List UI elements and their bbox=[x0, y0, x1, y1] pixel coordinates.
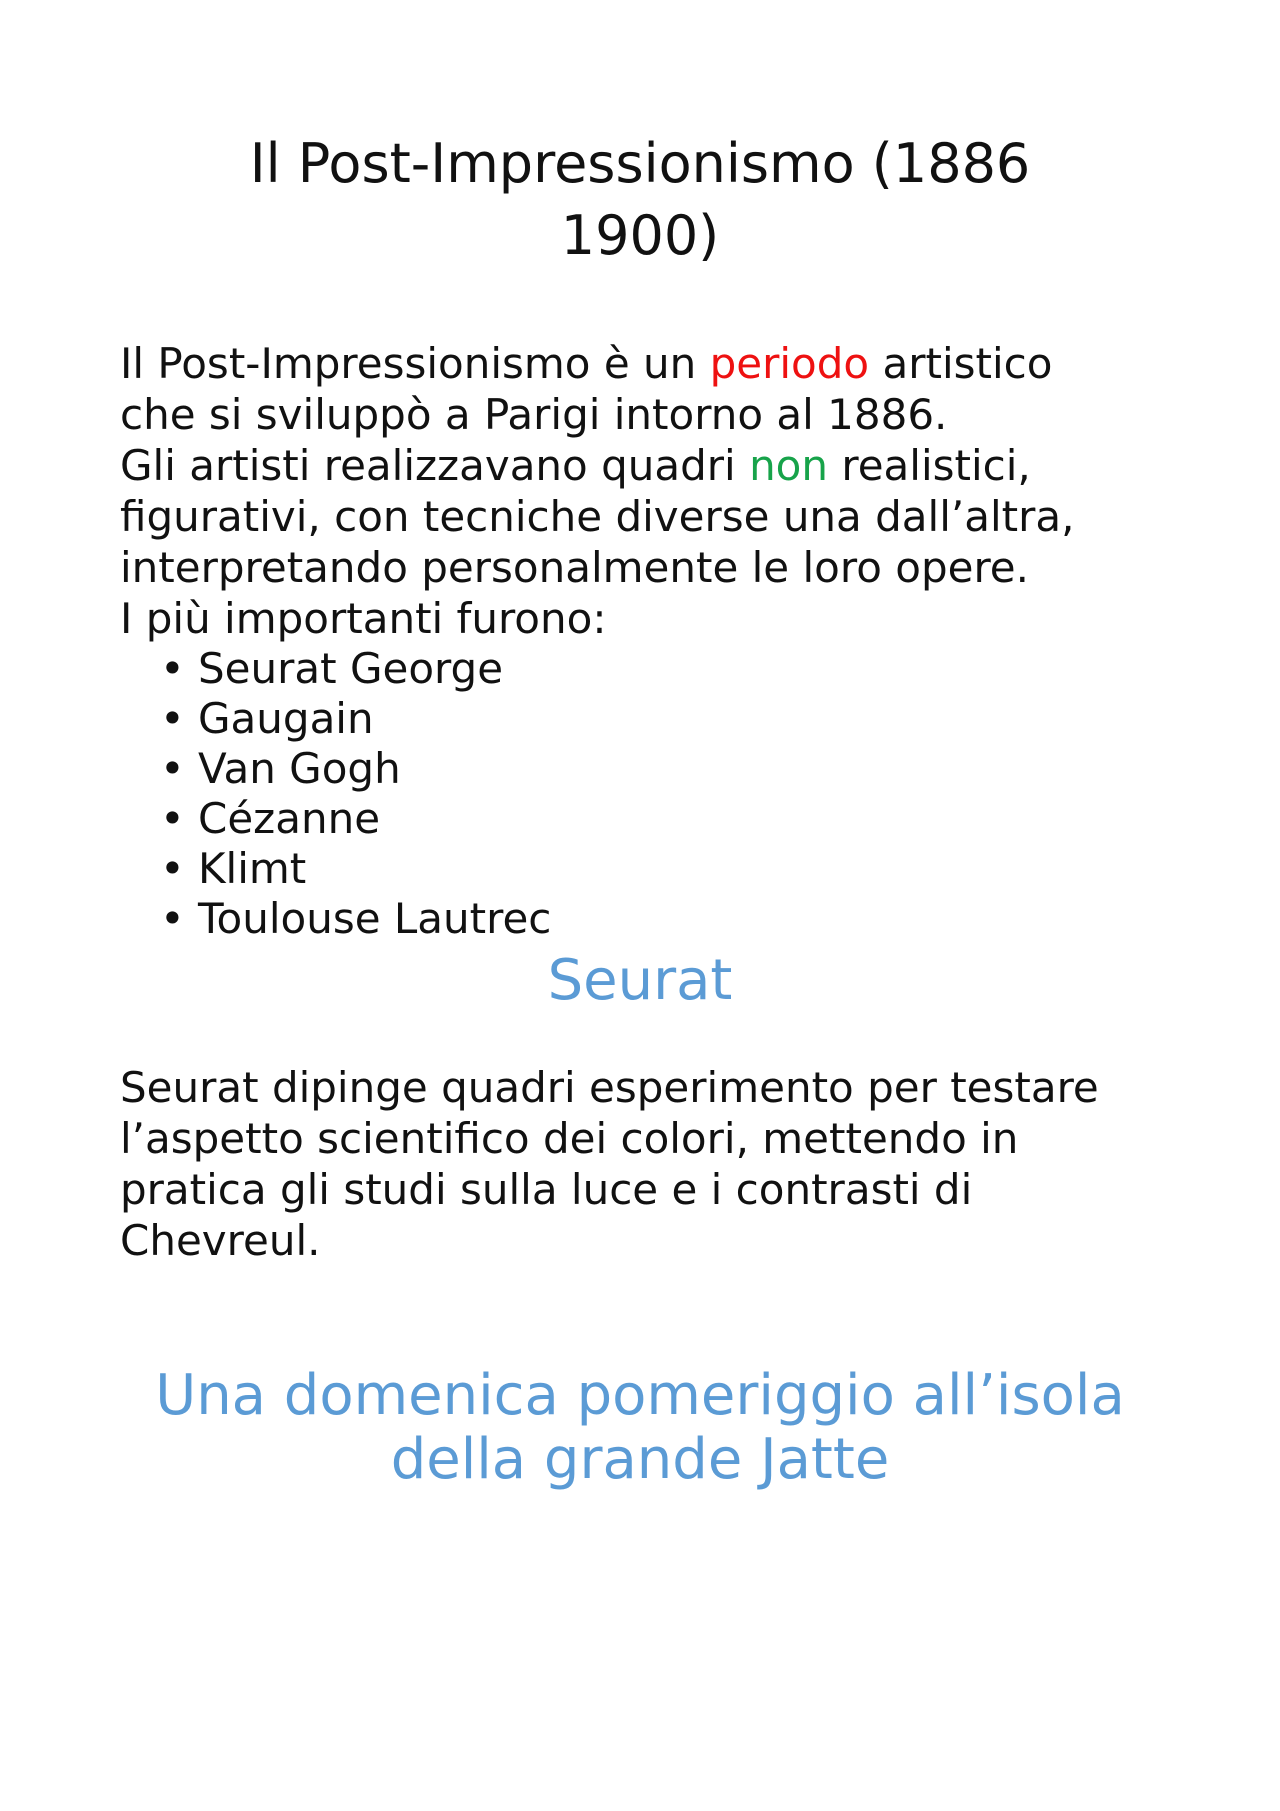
artist-name: Klimt bbox=[198, 844, 307, 893]
highlight-periodo: periodo bbox=[709, 339, 870, 388]
intro-paragraph bbox=[120, 338, 1180, 644]
list-item bbox=[120, 794, 551, 844]
intro-line-6: I più importanti furono: bbox=[120, 594, 607, 643]
bullet-icon: • bbox=[160, 794, 185, 843]
intro-line-1 bbox=[120, 338, 1180, 389]
seurat-line-1: Seurat dipinge quadri esperimento per testare bbox=[120, 1063, 1099, 1112]
title-line-2: 1900) bbox=[560, 204, 720, 267]
bullet-icon: • bbox=[160, 694, 185, 743]
intro-line-3-start: Gli artisti realizzavano quadri bbox=[120, 441, 750, 490]
list-item bbox=[120, 694, 551, 744]
list-item bbox=[120, 844, 551, 894]
intro-line-3-end: realistici, bbox=[828, 441, 1031, 490]
painting-heading-line-2: della grande Jatte bbox=[390, 1427, 890, 1492]
artist-name: Toulouse Lautrec bbox=[198, 894, 552, 943]
bullet-icon: • bbox=[160, 744, 185, 793]
intro-line-1-start: Il Post-Impressionismo è un bbox=[120, 339, 710, 388]
artist-name: Seurat George bbox=[198, 644, 504, 693]
intro-line-1-end: artistico bbox=[869, 339, 1053, 388]
artist-name: Cézanne bbox=[198, 794, 381, 843]
title-line-1: Il Post-Impressionismo (1886 bbox=[249, 132, 1031, 195]
seurat-line-2: l’aspetto scientifico dei colori, mettendo in bbox=[120, 1114, 1019, 1163]
seurat-heading: Seurat bbox=[547, 948, 733, 1013]
artists-list bbox=[120, 644, 551, 944]
list-item bbox=[120, 744, 551, 794]
artist-name: Van Gogh bbox=[198, 744, 401, 793]
bullet-icon: • bbox=[160, 644, 185, 693]
seurat-line-4: Chevreul. bbox=[120, 1216, 321, 1265]
painting-heading-line-1: Una domenica pomeriggio all’isola bbox=[155, 1363, 1125, 1428]
list-item bbox=[120, 894, 551, 944]
bullet-icon: • bbox=[160, 894, 185, 943]
intro-line-3 bbox=[120, 440, 1180, 491]
seurat-paragraph bbox=[120, 1062, 1180, 1266]
intro-line-2: che si sviluppò a Parigi intorno al 1886. bbox=[120, 390, 948, 439]
page-title bbox=[160, 128, 1120, 272]
list-item bbox=[120, 644, 551, 694]
painting-heading bbox=[0, 1364, 1280, 1492]
intro-line-5: interpretando personalmente le loro opere. bbox=[120, 543, 1029, 592]
bullet-icon: • bbox=[160, 844, 185, 893]
seurat-line-3: pratica gli studi sulla luce e i contrasti di bbox=[120, 1165, 973, 1214]
intro-line-4: figurativi, con tecniche diverse una dall’altra, bbox=[120, 492, 1075, 541]
highlight-non: non bbox=[749, 441, 828, 490]
artist-name: Gaugain bbox=[198, 694, 374, 743]
